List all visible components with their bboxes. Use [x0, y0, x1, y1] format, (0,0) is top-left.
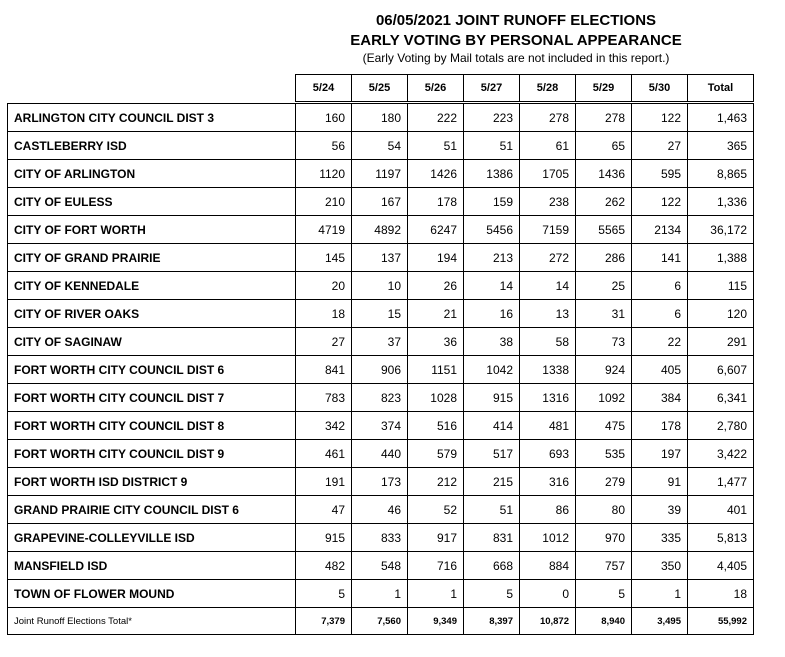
- total-row: [8, 608, 754, 635]
- row-total-cell: 36,172: [688, 216, 754, 244]
- vote-count-cell: 7,379: [296, 608, 352, 635]
- vote-count-cell: 279: [576, 468, 632, 496]
- vote-count-cell: 5: [576, 580, 632, 608]
- vote-count-cell: 65: [576, 132, 632, 160]
- vote-count-cell: 970: [576, 524, 632, 552]
- vote-count-cell: 917: [408, 524, 464, 552]
- vote-count-cell: 1: [408, 580, 464, 608]
- vote-count-cell: 693: [520, 440, 576, 468]
- vote-count-cell: 7,560: [352, 608, 408, 635]
- table-row: [8, 160, 754, 188]
- vote-count-cell: 3,495: [632, 608, 688, 635]
- vote-count-cell: 27: [632, 132, 688, 160]
- vote-count-cell: 481: [520, 412, 576, 440]
- vote-count-cell: 1012: [520, 524, 576, 552]
- report-note: (Early Voting by Mail totals are not included in this report.): [362, 51, 670, 65]
- vote-count-cell: 20: [296, 272, 352, 300]
- vote-count-cell: 1426: [408, 160, 464, 188]
- vote-count-cell: 1197: [352, 160, 408, 188]
- row-label: GRAND PRAIRIE CITY COUNCIL DIST 6: [8, 496, 296, 524]
- vote-count-cell: 5565: [576, 216, 632, 244]
- vote-count-cell: 1386: [464, 160, 520, 188]
- vote-count-cell: 212: [408, 468, 464, 496]
- row-label: GRAPEVINE-COLLEYVILLE ISD: [8, 524, 296, 552]
- vote-count-cell: 1338: [520, 356, 576, 384]
- table-row: [8, 468, 754, 496]
- row-label: TOWN OF FLOWER MOUND: [8, 580, 296, 608]
- vote-count-cell: 178: [408, 188, 464, 216]
- vote-count-cell: 1705: [520, 160, 576, 188]
- vote-count-cell: 5456: [464, 216, 520, 244]
- vote-count-cell: 223: [464, 104, 520, 132]
- vote-count-cell: 1042: [464, 356, 520, 384]
- row-label: ARLINGTON CITY COUNCIL DIST 3: [8, 104, 296, 132]
- vote-count-cell: 21: [408, 300, 464, 328]
- vote-count-cell: 1: [632, 580, 688, 608]
- report-subtitle-heading: EARLY VOTING BY PERSONAL APPEARANCE: [350, 32, 682, 49]
- vote-count-cell: 2134: [632, 216, 688, 244]
- table-row: [8, 524, 754, 552]
- vote-count-cell: 80: [576, 496, 632, 524]
- table-row: [8, 272, 754, 300]
- vote-count-cell: 15: [352, 300, 408, 328]
- row-label: FORT WORTH ISD DISTRICT 9: [8, 468, 296, 496]
- vote-count-cell: 91: [632, 468, 688, 496]
- vote-count-cell: 73: [576, 328, 632, 356]
- vote-count-cell: 6: [632, 272, 688, 300]
- vote-count-cell: 25: [576, 272, 632, 300]
- vote-count-cell: 906: [352, 356, 408, 384]
- row-label: MANSFIELD ISD: [8, 552, 296, 580]
- vote-count-cell: 833: [352, 524, 408, 552]
- row-total-cell: 2,780: [688, 412, 754, 440]
- vote-count-cell: 262: [576, 188, 632, 216]
- vote-count-cell: 6: [632, 300, 688, 328]
- column-header: 5/29: [576, 75, 632, 102]
- vote-count-cell: 1436: [576, 160, 632, 188]
- vote-count-cell: 61: [520, 132, 576, 160]
- row-label: CITY OF SAGINAW: [8, 328, 296, 356]
- vote-count-cell: 86: [520, 496, 576, 524]
- vote-count-cell: 27: [296, 328, 352, 356]
- vote-count-cell: 145: [296, 244, 352, 272]
- vote-count-cell: 22: [632, 328, 688, 356]
- vote-count-cell: 14: [464, 272, 520, 300]
- vote-count-cell: 13: [520, 300, 576, 328]
- vote-count-cell: 31: [576, 300, 632, 328]
- vote-count-cell: 197: [632, 440, 688, 468]
- table-row: [8, 580, 754, 608]
- vote-count-cell: 18: [296, 300, 352, 328]
- column-header: 5/25: [352, 75, 408, 102]
- row-total-cell: 1,388: [688, 244, 754, 272]
- vote-count-cell: 222: [408, 104, 464, 132]
- vote-count-cell: 191: [296, 468, 352, 496]
- vote-count-cell: 475: [576, 412, 632, 440]
- table-row: [8, 132, 754, 160]
- vote-count-cell: 16: [464, 300, 520, 328]
- row-total-cell: 8,865: [688, 160, 754, 188]
- vote-count-cell: 36: [408, 328, 464, 356]
- vote-count-cell: 5: [464, 580, 520, 608]
- report-title: 06/05/2021 JOINT RUNOFF ELECTIONS: [375, 12, 657, 29]
- row-label: FORT WORTH CITY COUNCIL DIST 7: [8, 384, 296, 412]
- row-label: CITY OF EULESS: [8, 188, 296, 216]
- vote-count-cell: 51: [464, 132, 520, 160]
- vote-count-cell: 516: [408, 412, 464, 440]
- column-header: 5/28: [520, 75, 576, 102]
- vote-count-cell: 178: [632, 412, 688, 440]
- table-row: [8, 496, 754, 524]
- row-total-cell: 1,463: [688, 104, 754, 132]
- row-label: CITY OF RIVER OAKS: [8, 300, 296, 328]
- vote-count-cell: 38: [464, 328, 520, 356]
- vote-count-cell: 7159: [520, 216, 576, 244]
- table-row: [8, 188, 754, 216]
- row-label: CITY OF FORT WORTH: [8, 216, 296, 244]
- column-header-row: [295, 74, 754, 102]
- column-header-total: Total: [688, 75, 754, 102]
- vote-count-cell: 823: [352, 384, 408, 412]
- row-total-cell: 3,422: [688, 440, 754, 468]
- table-row: [8, 244, 754, 272]
- vote-count-cell: 374: [352, 412, 408, 440]
- vote-count-cell: 58: [520, 328, 576, 356]
- vote-count-cell: 461: [296, 440, 352, 468]
- vote-count-cell: 141: [632, 244, 688, 272]
- vote-count-cell: 384: [632, 384, 688, 412]
- row-total-cell: 55,992: [688, 608, 754, 635]
- vote-count-cell: 51: [408, 132, 464, 160]
- row-total-cell: 1,477: [688, 468, 754, 496]
- vote-count-cell: 716: [408, 552, 464, 580]
- vote-count-cell: 51: [464, 496, 520, 524]
- table-row: [8, 552, 754, 580]
- row-label: FORT WORTH CITY COUNCIL DIST 9: [8, 440, 296, 468]
- row-label: CASTLEBERRY ISD: [8, 132, 296, 160]
- row-label: FORT WORTH CITY COUNCIL DIST 6: [8, 356, 296, 384]
- vote-count-cell: 8,940: [576, 608, 632, 635]
- vote-count-cell: 54: [352, 132, 408, 160]
- row-total-cell: 115: [688, 272, 754, 300]
- vote-count-cell: 6247: [408, 216, 464, 244]
- vote-count-cell: 1316: [520, 384, 576, 412]
- vote-count-cell: 668: [464, 552, 520, 580]
- vote-count-cell: 5: [296, 580, 352, 608]
- vote-count-cell: 47: [296, 496, 352, 524]
- vote-count-cell: 46: [352, 496, 408, 524]
- table-row: [8, 300, 754, 328]
- vote-count-cell: 841: [296, 356, 352, 384]
- row-label: FORT WORTH CITY COUNCIL DIST 8: [8, 412, 296, 440]
- vote-count-cell: 548: [352, 552, 408, 580]
- vote-count-cell: 10: [352, 272, 408, 300]
- vote-count-cell: 272: [520, 244, 576, 272]
- vote-count-cell: 595: [632, 160, 688, 188]
- vote-count-cell: 915: [296, 524, 352, 552]
- row-label: CITY OF GRAND PRAIRIE: [8, 244, 296, 272]
- row-total-cell: 365: [688, 132, 754, 160]
- vote-count-cell: 831: [464, 524, 520, 552]
- vote-count-cell: 10,872: [520, 608, 576, 635]
- vote-count-cell: 14: [520, 272, 576, 300]
- vote-count-cell: 1028: [408, 384, 464, 412]
- vote-count-cell: 122: [632, 104, 688, 132]
- column-header: 5/27: [464, 75, 520, 102]
- row-label: CITY OF ARLINGTON: [8, 160, 296, 188]
- vote-count-cell: 278: [576, 104, 632, 132]
- vote-count-cell: 210: [296, 188, 352, 216]
- vote-count-cell: 215: [464, 468, 520, 496]
- vote-count-cell: 137: [352, 244, 408, 272]
- vote-count-cell: 414: [464, 412, 520, 440]
- table-row: [8, 104, 754, 132]
- vote-count-cell: 440: [352, 440, 408, 468]
- early-voting-table: [7, 103, 754, 635]
- vote-count-cell: 335: [632, 524, 688, 552]
- vote-count-cell: 757: [576, 552, 632, 580]
- column-header: 5/30: [632, 75, 688, 102]
- vote-count-cell: 278: [520, 104, 576, 132]
- vote-count-cell: 316: [520, 468, 576, 496]
- row-total-cell: 1,336: [688, 188, 754, 216]
- vote-count-cell: 482: [296, 552, 352, 580]
- column-header: 5/24: [296, 75, 352, 102]
- vote-count-cell: 1151: [408, 356, 464, 384]
- vote-count-cell: 238: [520, 188, 576, 216]
- vote-count-cell: 517: [464, 440, 520, 468]
- vote-count-cell: 180: [352, 104, 408, 132]
- vote-count-cell: 213: [464, 244, 520, 272]
- vote-count-cell: 286: [576, 244, 632, 272]
- vote-count-cell: 1092: [576, 384, 632, 412]
- table-row: [8, 328, 754, 356]
- vote-count-cell: 1: [352, 580, 408, 608]
- row-total-cell: 6,607: [688, 356, 754, 384]
- vote-count-cell: 915: [464, 384, 520, 412]
- row-total-cell: 291: [688, 328, 754, 356]
- vote-count-cell: 173: [352, 468, 408, 496]
- row-total-cell: 5,813: [688, 524, 754, 552]
- vote-count-cell: 535: [576, 440, 632, 468]
- vote-count-cell: 4719: [296, 216, 352, 244]
- table-row: [8, 440, 754, 468]
- vote-count-cell: 342: [296, 412, 352, 440]
- table-row: [8, 412, 754, 440]
- row-total-cell: 120: [688, 300, 754, 328]
- vote-count-cell: 8,397: [464, 608, 520, 635]
- vote-count-cell: 56: [296, 132, 352, 160]
- vote-count-cell: 122: [632, 188, 688, 216]
- vote-count-cell: 1120: [296, 160, 352, 188]
- vote-count-cell: 37: [352, 328, 408, 356]
- vote-count-cell: 884: [520, 552, 576, 580]
- table-row: [8, 384, 754, 412]
- row-total-cell: 18: [688, 580, 754, 608]
- row-label: CITY OF KENNEDALE: [8, 272, 296, 300]
- vote-count-cell: 160: [296, 104, 352, 132]
- table-row: [8, 356, 754, 384]
- vote-count-cell: 26: [408, 272, 464, 300]
- row-total-cell: 6,341: [688, 384, 754, 412]
- column-header: 5/26: [408, 75, 464, 102]
- vote-count-cell: 159: [464, 188, 520, 216]
- total-row-label: Joint Runoff Elections Total*: [8, 608, 296, 635]
- vote-count-cell: 4892: [352, 216, 408, 244]
- vote-count-cell: 350: [632, 552, 688, 580]
- vote-count-cell: 9,349: [408, 608, 464, 635]
- vote-count-cell: 52: [408, 496, 464, 524]
- table-row: [8, 216, 754, 244]
- vote-count-cell: 39: [632, 496, 688, 524]
- vote-count-cell: 194: [408, 244, 464, 272]
- vote-count-cell: 0: [520, 580, 576, 608]
- vote-count-cell: 924: [576, 356, 632, 384]
- vote-count-cell: 405: [632, 356, 688, 384]
- row-total-cell: 401: [688, 496, 754, 524]
- vote-count-cell: 783: [296, 384, 352, 412]
- vote-count-cell: 167: [352, 188, 408, 216]
- vote-count-cell: 579: [408, 440, 464, 468]
- row-total-cell: 4,405: [688, 552, 754, 580]
